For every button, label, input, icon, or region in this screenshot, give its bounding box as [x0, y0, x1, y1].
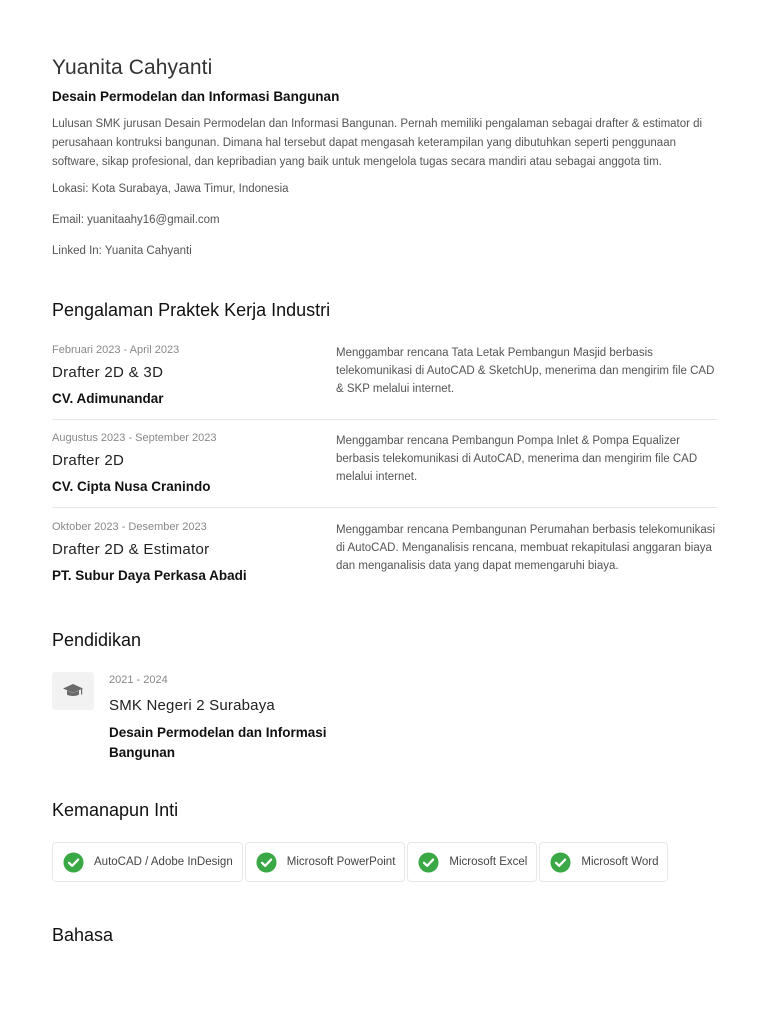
skill-label: Microsoft PowerPoint	[286, 856, 396, 868]
education-icon-box	[52, 672, 94, 710]
experience-role: Drafter 2D & 3D	[52, 364, 164, 381]
experience-company: CV. Adimunandar	[52, 391, 164, 406]
languages-section-title: Bahasa	[52, 925, 114, 945]
skill-chip	[407, 842, 537, 882]
experience-company: PT. Subur Daya Perkasa Abadi	[52, 568, 247, 583]
experience-description: Menggambar rencana Pembangunan Perumahan berbasis telekomunikasi di AutoCAD. Menganalisis rencana, membuat rekapitulasi anggaran biaya dan menganalisis data yang dapat memengaruhi biaya.	[336, 524, 716, 572]
profile-location: Lokasi: Kota Surabaya, Jawa Timur, Indonesia	[52, 183, 289, 195]
education-school: SMK Negeri 2 Surabaya	[109, 697, 275, 714]
profile-linkedin: Linked In: Yuanita Cahyanti	[52, 245, 192, 257]
experience-description: Menggambar rencana Tata Letak Pembangun Masjid berbasis telekomunikasi di AutoCAD & SketchUp, menerima dan mengirim file CAD & SKP melalui internet.	[336, 347, 715, 395]
skills-list	[52, 842, 668, 882]
skill-chip	[52, 842, 243, 882]
profile-name: Yuanita Cahyanti	[52, 56, 213, 79]
education-section-title: Pendidikan	[52, 630, 142, 650]
skill-chip	[245, 842, 406, 882]
experience-role: Drafter 2D & Estimator	[52, 541, 210, 558]
skill-label: Microsoft Excel	[449, 856, 528, 868]
experience-item	[52, 432, 717, 508]
experience-company: CV. Cipta Nusa Cranindo	[52, 479, 211, 494]
experience-date: Oktober 2023 - Desember 2023	[52, 521, 207, 533]
experience-item	[52, 344, 717, 420]
check-circle-icon	[256, 852, 277, 873]
skill-label: AutoCAD / Adobe InDesign	[94, 856, 233, 868]
experience-role: Drafter 2D	[52, 452, 125, 469]
experience-date: Augustus 2023 - September 2023	[52, 432, 217, 444]
experience-description: Menggambar rencana Pembangun Pompa Inlet & Pompa Equalizer berbasis telekomunikasi di AutoCAD, menerima dan mengirim file CAD melalui internet.	[336, 435, 698, 483]
profile-headline: Desain Permodelan dan Informasi Bangunan	[52, 89, 340, 104]
check-circle-icon	[418, 852, 439, 873]
profile-summary: Lulusan SMK jurusan Desain Permodelan dan Informasi Bangunan. Pernah memiliki pengalaman sebagai drafter & estimator di perusahaan kontruksi bangunan. Dimana hal tersebut dapat mengasah keterampilan yang dibutuhkan seperti penggunaan software, sikap profesional, dan kepribadian yang baik untuk mengelola tugas secara mandiri atau sebagai anggota tim.	[52, 118, 703, 168]
skill-chip	[539, 842, 668, 882]
check-circle-icon	[550, 852, 571, 873]
profile-email: Email: yuanitaahy16@gmail.com	[52, 214, 220, 226]
education-major: Desain Permodelan dan Informasi Bangunan	[109, 725, 327, 760]
education-date: 2021 - 2024	[109, 674, 168, 686]
check-circle-icon	[63, 852, 84, 873]
experience-section-title: Pengalaman Praktek Kerja Industri	[52, 300, 331, 320]
graduation-cap-icon	[62, 683, 84, 699]
skills-section-title: Kemanapun Inti	[52, 800, 179, 820]
skill-label: Microsoft Word	[581, 856, 659, 868]
experience-item	[52, 521, 717, 595]
experience-date: Februari 2023 - April 2023	[52, 344, 180, 356]
